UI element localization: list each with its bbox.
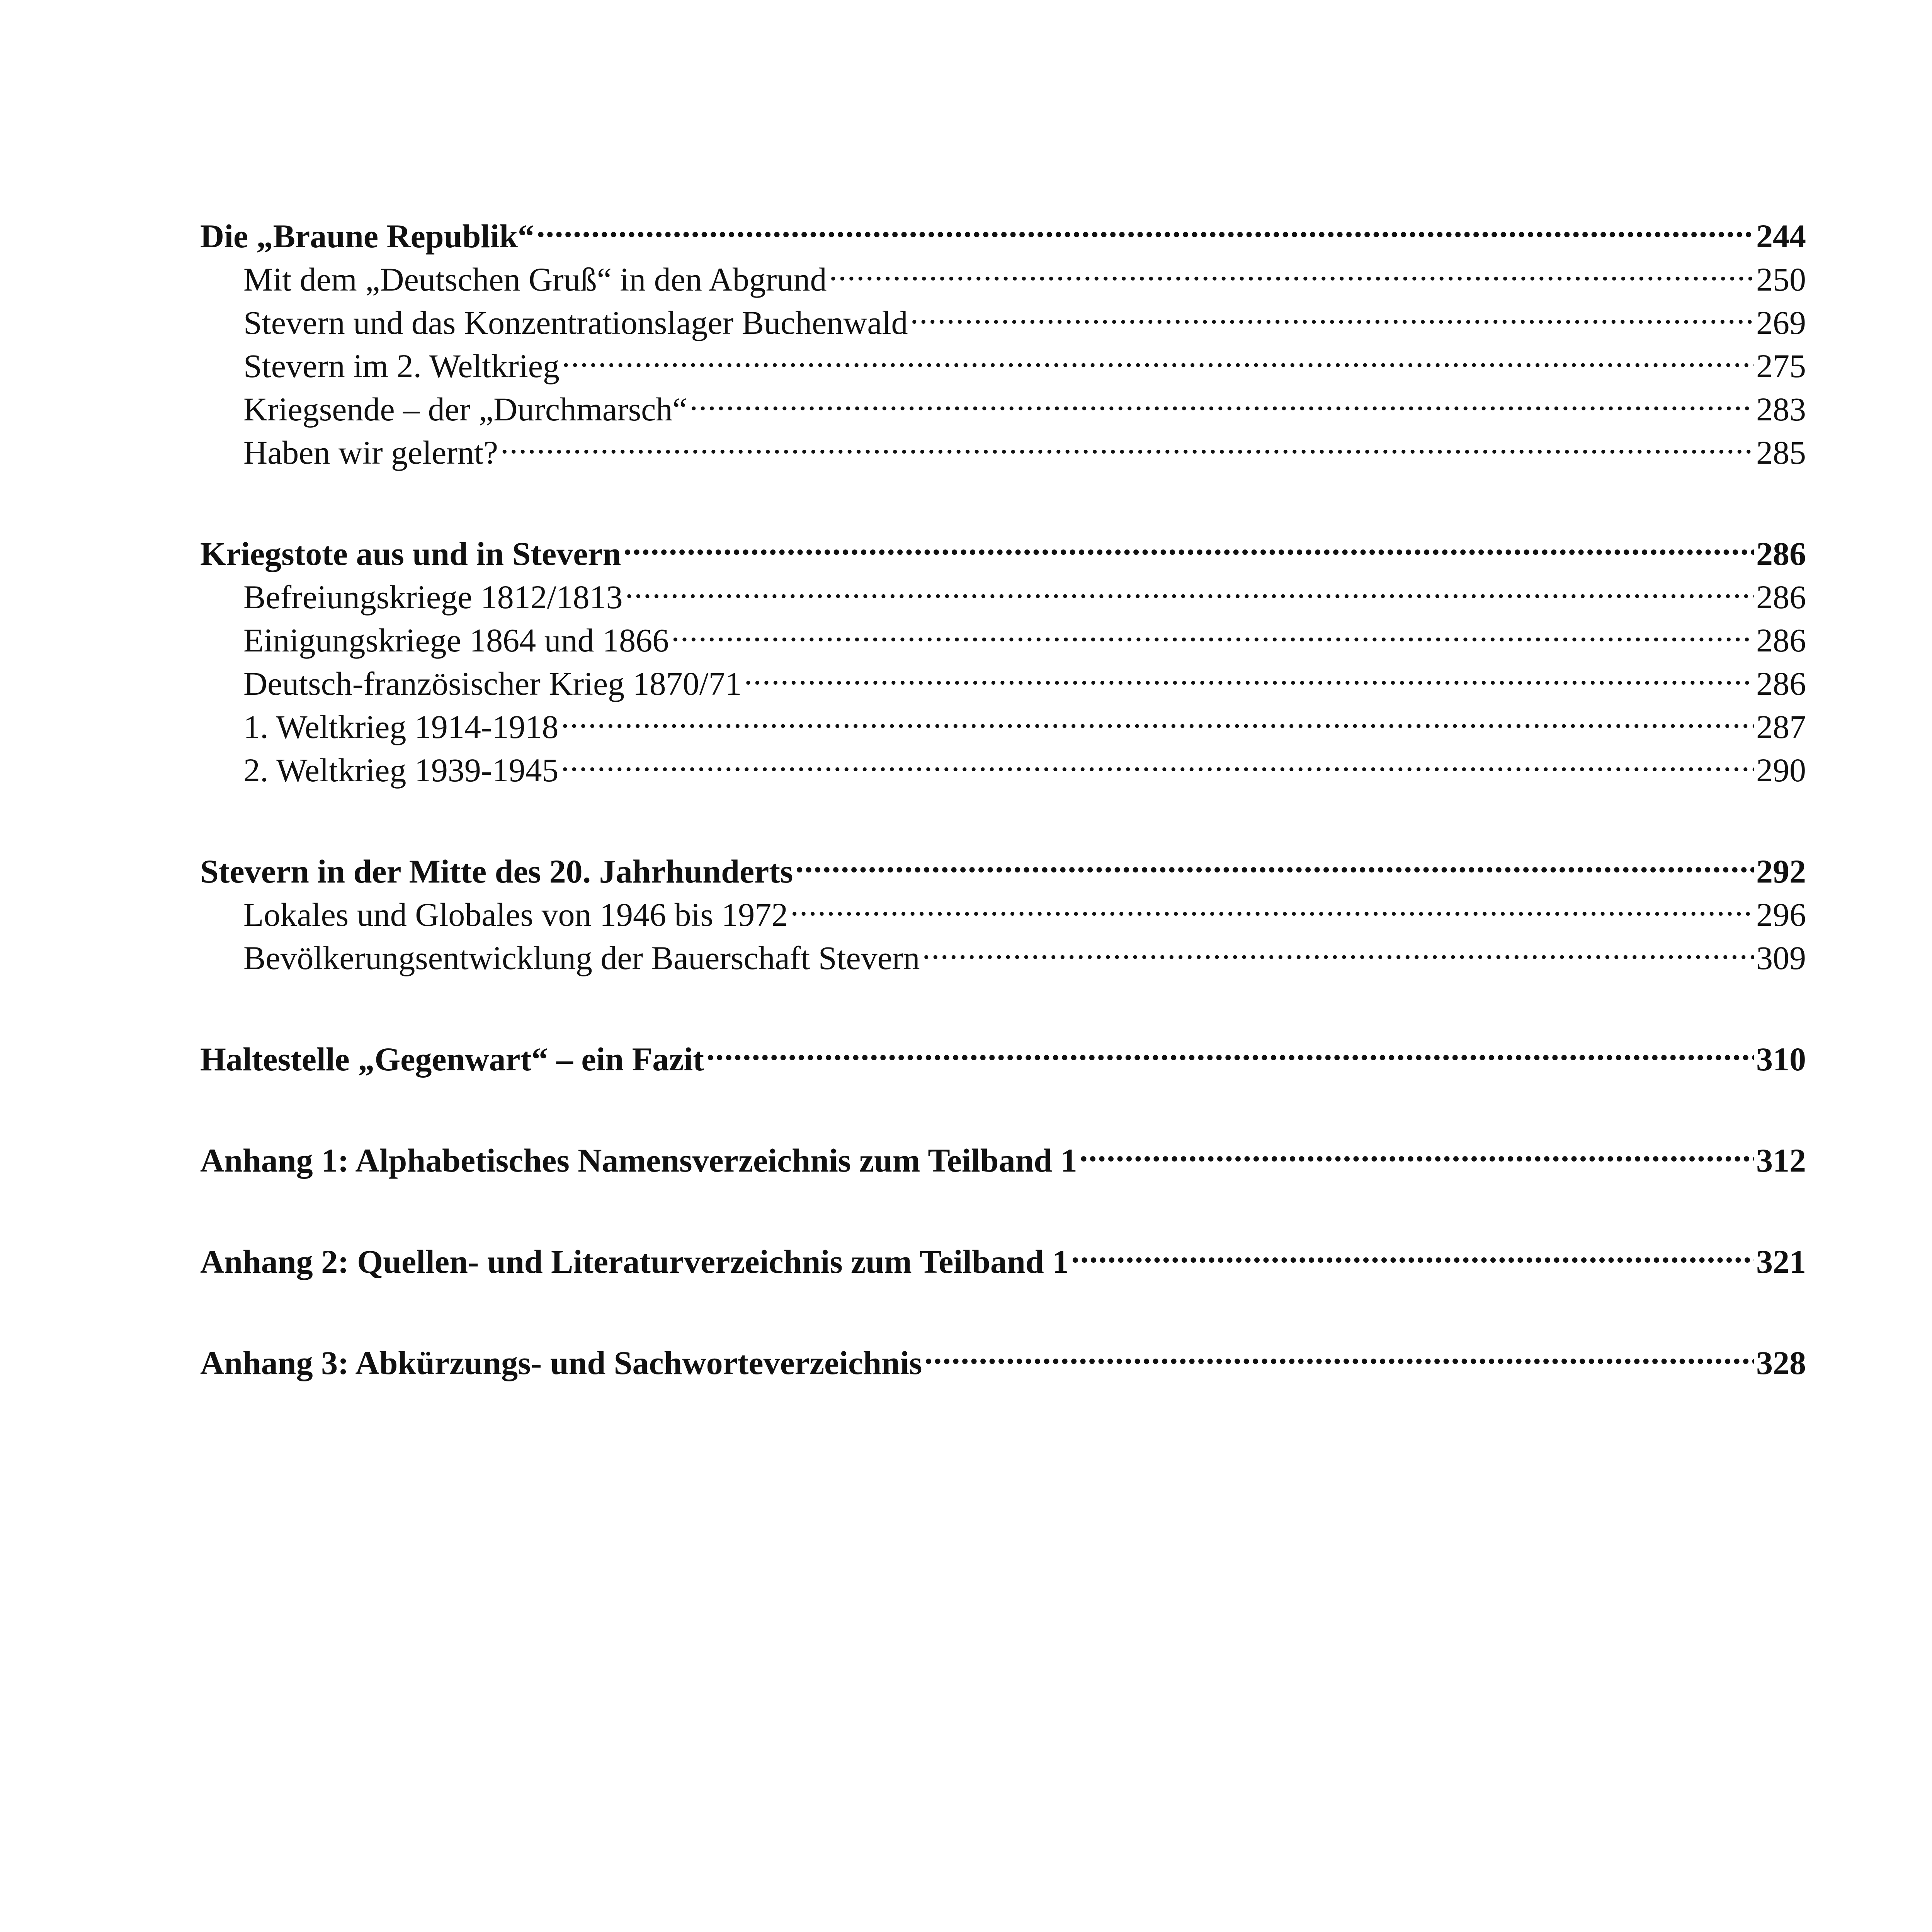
dot-leader	[690, 377, 1754, 420]
toc-chapter-title: Haltestelle „Gegenwart“ – ein Fazit	[200, 1041, 704, 1078]
toc-subentry-title: Lokales und Globales von 1946 bis 1972	[243, 896, 788, 933]
toc-chapter-title: Stevern in der Mitte des 20. Jahrhunderts	[200, 853, 793, 890]
dot-leader	[924, 1331, 1754, 1374]
toc-chapter-title: Anhang 3: Abkürzungs- und Sachworteverzeichnis	[200, 1344, 922, 1381]
toc-subentry-title: Haben wir gelernt?	[243, 434, 498, 471]
dot-leader	[671, 608, 1754, 651]
toc-page-number: 328	[1756, 1344, 1806, 1381]
dot-leader	[744, 651, 1754, 695]
toc-page-number: 296	[1756, 896, 1806, 933]
toc-page-number: 286	[1756, 622, 1806, 659]
toc-chapter-entry[interactable]	[200, 1331, 1806, 1381]
toc-subentry-title: Stevern und das Konzentrationslager Buchenwald	[243, 304, 908, 341]
toc-chapter-entry[interactable]	[200, 1230, 1806, 1280]
toc-page-number: 283	[1756, 391, 1806, 428]
toc-section-anhang-2	[200, 1230, 1806, 1280]
toc-page-number: 287	[1756, 708, 1806, 745]
toc-subentry-title: Deutsch-französischer Krieg 1870/71	[243, 665, 742, 702]
toc-section-kriegstote	[200, 522, 1806, 789]
toc-subentry-title: 1. Weltkrieg 1914-1918	[243, 708, 559, 745]
toc-page-number: 292	[1756, 853, 1806, 890]
toc-chapter-title: Die „Braune Republik“	[200, 218, 534, 255]
dot-leader	[537, 204, 1754, 247]
toc-chapter-title: Anhang 1: Alphabetisches Namensverzeichnis zum Teilband 1	[200, 1142, 1077, 1179]
dot-leader	[706, 1027, 1754, 1070]
dot-leader	[562, 334, 1754, 377]
dot-leader	[1071, 1230, 1754, 1273]
toc-page-number: 310	[1756, 1041, 1806, 1078]
dot-leader	[790, 883, 1754, 926]
toc-page-number: 250	[1756, 261, 1806, 298]
dot-leader	[922, 926, 1754, 969]
toc-chapter-entry[interactable]	[200, 839, 1806, 890]
toc-section-anhang-3	[200, 1331, 1806, 1381]
toc-subentry-title: Bevölkerungsentwicklung der Bauerschaft Stevern	[243, 939, 920, 976]
toc-section-braune-republik	[200, 204, 1806, 471]
toc-subentry-title: 2. Weltkrieg 1939-1945	[243, 752, 559, 789]
toc-chapter-entry[interactable]	[200, 204, 1806, 255]
dot-leader	[625, 565, 1754, 608]
toc-page-number: 244	[1756, 218, 1806, 255]
toc-section-haltestelle-gegenwart	[200, 1027, 1806, 1078]
dot-leader	[829, 247, 1754, 291]
toc-page-number: 286	[1756, 535, 1806, 572]
toc-page-number: 309	[1756, 939, 1806, 976]
toc-subentry-title: Befreiungskriege 1812/1813	[243, 578, 623, 616]
table-of-contents	[200, 204, 1806, 1381]
dot-leader	[561, 695, 1754, 738]
toc-page-number: 285	[1756, 434, 1806, 471]
toc-page-number: 290	[1756, 752, 1806, 789]
toc-page-number: 286	[1756, 665, 1806, 702]
dot-leader	[561, 738, 1754, 781]
toc-page-number: 312	[1756, 1142, 1806, 1179]
toc-section-anhang-1	[200, 1128, 1806, 1179]
toc-chapter-title: Kriegstote aus und in Stevern	[200, 535, 621, 572]
toc-page-number: 269	[1756, 304, 1806, 341]
toc-page-number: 275	[1756, 347, 1806, 384]
toc-subentry-title: Stevern im 2. Weltkrieg	[243, 347, 560, 384]
toc-chapter-entry[interactable]	[200, 1027, 1806, 1078]
toc-chapter-entry[interactable]	[200, 522, 1806, 572]
dot-leader	[795, 839, 1754, 883]
toc-subentry-title: Mit dem „Deutschen Gruß“ in den Abgrund	[243, 261, 827, 298]
dot-leader	[910, 291, 1754, 334]
dot-leader	[500, 420, 1754, 464]
toc-page-number: 286	[1756, 578, 1806, 616]
dot-leader	[623, 522, 1754, 565]
toc-page-number: 321	[1756, 1243, 1806, 1280]
toc-section-mitte-20-jahrhundert	[200, 839, 1806, 976]
toc-chapter-entry[interactable]	[200, 1128, 1806, 1179]
dot-leader	[1080, 1128, 1754, 1172]
toc-subentry-title: Kriegsende – der „Durchmarsch“	[243, 391, 687, 428]
toc-chapter-title: Anhang 2: Quellen- und Literaturverzeichnis zum Teilband 1	[200, 1243, 1069, 1280]
toc-subentry-title: Einigungskriege 1864 und 1866	[243, 622, 669, 659]
